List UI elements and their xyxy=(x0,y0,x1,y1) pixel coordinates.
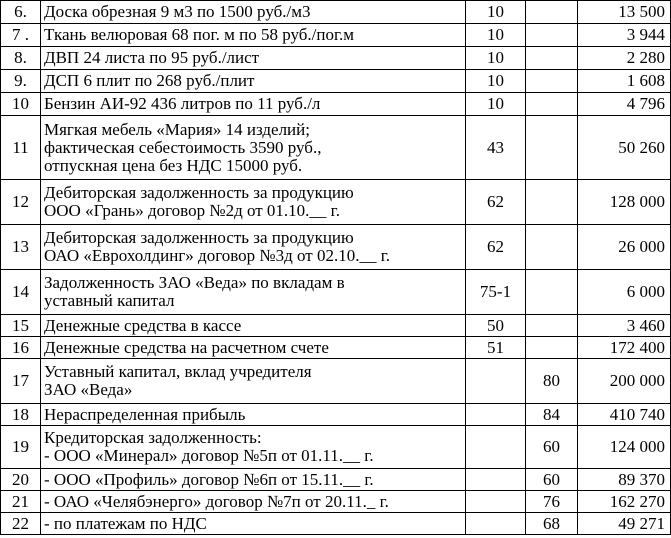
row-credit-account-cell xyxy=(526,315,578,337)
row-number-cell: 17 xyxy=(1,359,41,404)
row-debit-account-cell xyxy=(466,359,526,404)
row-number-cell: 9. xyxy=(1,70,41,93)
row-number-cell: 8. xyxy=(1,47,41,70)
row-description-cell: - ООО «Профиль» договор №6п от 15.11.__ г. xyxy=(41,469,466,491)
row-debit-account-cell: 10 xyxy=(466,47,526,70)
row-description-cell: - ОАО «Челябэнерго» договор №7п от 20.11._ г. xyxy=(41,491,466,513)
row-number-cell: 18 xyxy=(1,404,41,426)
table-row xyxy=(1,469,671,491)
row-credit-account-cell: 76 xyxy=(526,491,578,513)
row-description-cell: Дебиторская задолженность за продукцию ОАО «Еврохолдинг» договор №3д от 02.10.__ г. xyxy=(41,225,466,270)
row-amount-cell: 13 500 xyxy=(578,1,671,24)
row-number-cell: 11 xyxy=(1,116,41,180)
row-debit-account-cell: 43 xyxy=(466,116,526,180)
row-debit-account-cell xyxy=(466,404,526,426)
row-amount-cell: 4 796 xyxy=(578,93,671,116)
row-debit-account-cell: 10 xyxy=(466,24,526,47)
row-credit-account-cell xyxy=(526,116,578,180)
table-row xyxy=(1,24,671,47)
row-description-cell: ДВП 24 листа по 95 руб./лист xyxy=(41,47,466,70)
table-row xyxy=(1,270,671,315)
row-number-cell: 10 xyxy=(1,93,41,116)
row-number-cell: 12 xyxy=(1,180,41,225)
balance-table-body xyxy=(1,1,671,535)
row-description-cell: Уставный капитал, вклад учредителя ЗАО «Веда» xyxy=(41,359,466,404)
row-number-cell: 13 xyxy=(1,225,41,270)
table-row xyxy=(1,359,671,404)
row-credit-account-cell: 60 xyxy=(526,426,578,469)
row-credit-account-cell: 84 xyxy=(526,404,578,426)
row-amount-cell: 6 000 xyxy=(578,270,671,315)
row-credit-account-cell xyxy=(526,93,578,116)
row-amount-cell: 410 740 xyxy=(578,404,671,426)
table-row xyxy=(1,116,671,180)
row-debit-account-cell xyxy=(466,426,526,469)
row-number-cell: 15 xyxy=(1,315,41,337)
row-credit-account-cell: 68 xyxy=(526,513,578,535)
table-row xyxy=(1,93,671,116)
row-description-cell: Денежные средства в кассе xyxy=(41,315,466,337)
row-debit-account-cell xyxy=(466,513,526,535)
row-amount-cell: 3 460 xyxy=(578,315,671,337)
row-description-cell: ДСП 6 плит по 268 руб./плит xyxy=(41,70,466,93)
row-debit-account-cell: 10 xyxy=(466,1,526,24)
row-description-cell: Нераспределенная прибыль xyxy=(41,404,466,426)
table-row xyxy=(1,404,671,426)
row-number-cell: 7 . xyxy=(1,24,41,47)
row-debit-account-cell xyxy=(466,469,526,491)
row-credit-account-cell: 60 xyxy=(526,469,578,491)
row-description-cell: Бензин АИ-92 436 литров по 11 руб./л xyxy=(41,93,466,116)
row-debit-account-cell xyxy=(466,491,526,513)
row-description-cell: - по платежам по НДС xyxy=(41,513,466,535)
row-description-cell: Денежные средства на расчетном счете xyxy=(41,337,466,359)
row-amount-cell: 2 280 xyxy=(578,47,671,70)
row-amount-cell: 162 270 xyxy=(578,491,671,513)
row-debit-account-cell: 62 xyxy=(466,225,526,270)
row-description-cell: Задолженность ЗАО «Веда» по вкладам в уставный капитал xyxy=(41,270,466,315)
table-row xyxy=(1,70,671,93)
row-number-cell: 16 xyxy=(1,337,41,359)
row-debit-account-cell: 51 xyxy=(466,337,526,359)
row-description-cell: Кредиторская задолженность: - ООО «Минерал» договор №5п от 01.11.__ г. xyxy=(41,426,466,469)
row-credit-account-cell xyxy=(526,70,578,93)
row-credit-account-cell xyxy=(526,1,578,24)
row-amount-cell: 200 000 xyxy=(578,359,671,404)
row-amount-cell: 1 608 xyxy=(578,70,671,93)
table-row xyxy=(1,491,671,513)
row-number-cell: 6. xyxy=(1,1,41,24)
row-credit-account-cell xyxy=(526,47,578,70)
row-amount-cell: 50 260 xyxy=(578,116,671,180)
row-debit-account-cell: 75-1 xyxy=(466,270,526,315)
row-credit-account-cell xyxy=(526,225,578,270)
row-number-cell: 19 xyxy=(1,426,41,469)
row-number-cell: 20 xyxy=(1,469,41,491)
row-credit-account-cell xyxy=(526,180,578,225)
row-credit-account-cell xyxy=(526,270,578,315)
row-amount-cell: 172 400 xyxy=(578,337,671,359)
row-description-cell: Дебиторская задолженность за продукцию ООО «Грань» договор №2д от 01.10.__ г. xyxy=(41,180,466,225)
row-credit-account-cell xyxy=(526,337,578,359)
row-description-cell: Доска обрезная 9 м3 по 1500 руб./м3 xyxy=(41,1,466,24)
row-amount-cell: 26 000 xyxy=(578,225,671,270)
row-debit-account-cell: 10 xyxy=(466,93,526,116)
row-description-cell: Мягкая мебель «Мария» 14 изделий; фактическая себестоимость 3590 руб., отпускная цена без НДС 15000 руб. xyxy=(41,116,466,180)
table-row xyxy=(1,337,671,359)
table-row xyxy=(1,315,671,337)
row-debit-account-cell: 10 xyxy=(466,70,526,93)
table-row xyxy=(1,513,671,535)
row-credit-account-cell: 80 xyxy=(526,359,578,404)
table-row xyxy=(1,225,671,270)
row-amount-cell: 89 370 xyxy=(578,469,671,491)
row-description-cell: Ткань велюровая 68 пог. м по 58 руб./пог.м xyxy=(41,24,466,47)
table-row xyxy=(1,426,671,469)
row-number-cell: 21 xyxy=(1,491,41,513)
row-number-cell: 22 xyxy=(1,513,41,535)
row-amount-cell: 3 944 xyxy=(578,24,671,47)
row-amount-cell: 128 000 xyxy=(578,180,671,225)
table-row xyxy=(1,1,671,24)
table-row xyxy=(1,180,671,225)
row-credit-account-cell xyxy=(526,24,578,47)
table-row xyxy=(1,47,671,70)
row-amount-cell: 124 000 xyxy=(578,426,671,469)
row-debit-account-cell: 50 xyxy=(466,315,526,337)
row-debit-account-cell: 62 xyxy=(466,180,526,225)
row-number-cell: 14 xyxy=(1,270,41,315)
row-amount-cell: 49 271 xyxy=(578,513,671,535)
